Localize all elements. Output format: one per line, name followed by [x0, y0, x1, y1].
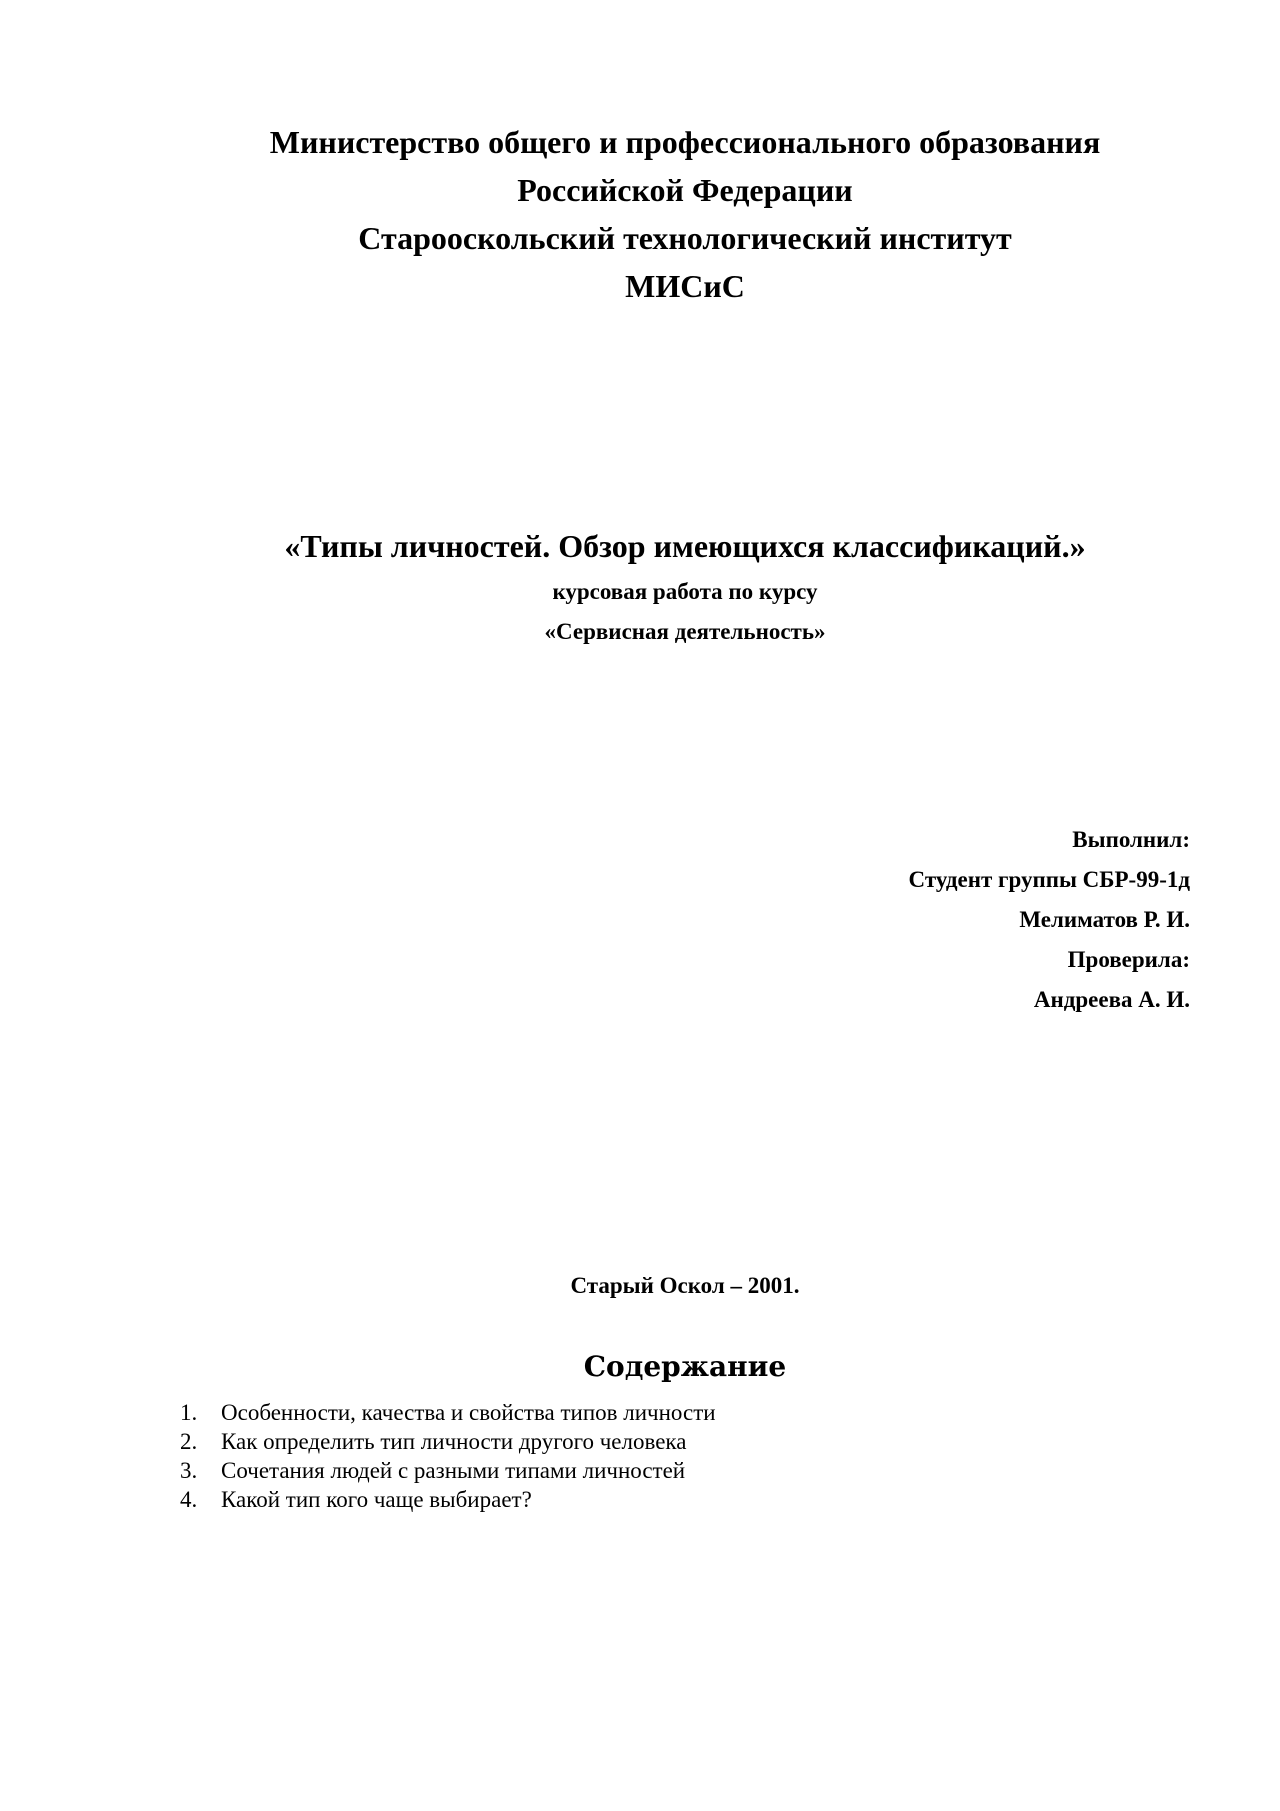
teacher-name: Андреева А. И.	[1033, 987, 1190, 1012]
checked-label: Проверила:	[1067, 947, 1190, 972]
toc-heading: Содержание	[583, 1350, 787, 1383]
city-year: Старый Оскол – 2001.	[570, 1273, 800, 1298]
toc-item-text: Как определить тип личности другого человека	[221, 1429, 687, 1454]
toc-item-text: Какой тип кого чаще выбирает?	[221, 1487, 532, 1512]
toc-item	[180, 1398, 716, 1427]
toc-item	[180, 1456, 716, 1485]
institution-header	[180, 118, 1190, 310]
ministry-line-1: Министерство общего и профессионального образования	[269, 124, 1101, 160]
work-title-block	[180, 520, 1190, 652]
toc-list	[180, 1398, 716, 1514]
student-group: Студент группы СБР-99-1д	[908, 867, 1190, 892]
work-type: курсовая работа по курсу	[552, 579, 818, 604]
performed-label: Выполнил:	[1072, 827, 1190, 852]
student-name: Мелиматов Р. И.	[1019, 907, 1190, 932]
toc-item-text: Сочетания людей с разными типами личностей	[221, 1458, 686, 1483]
signature-block	[909, 820, 1190, 1020]
toc-item-number: 2.	[180, 1429, 198, 1454]
toc-item	[180, 1485, 716, 1514]
institute-name: Старооскольский технологический институт	[358, 220, 1012, 256]
ministry-line-2: Российской Федерации	[517, 172, 853, 208]
toc-item-number: 3.	[180, 1458, 198, 1483]
institute-abbreviation: МИСиС	[625, 268, 745, 304]
toc-item-text: Особенности, качества и свойства типов личности	[221, 1400, 716, 1425]
course-name: «Сервисная деятельность»	[544, 619, 826, 644]
toc-item-number: 1.	[180, 1400, 198, 1425]
toc-item-number: 4.	[180, 1487, 198, 1512]
toc-item	[180, 1427, 716, 1456]
work-title: «Типы личностей. Обзор имеющихся классификаций.»	[284, 528, 1086, 564]
